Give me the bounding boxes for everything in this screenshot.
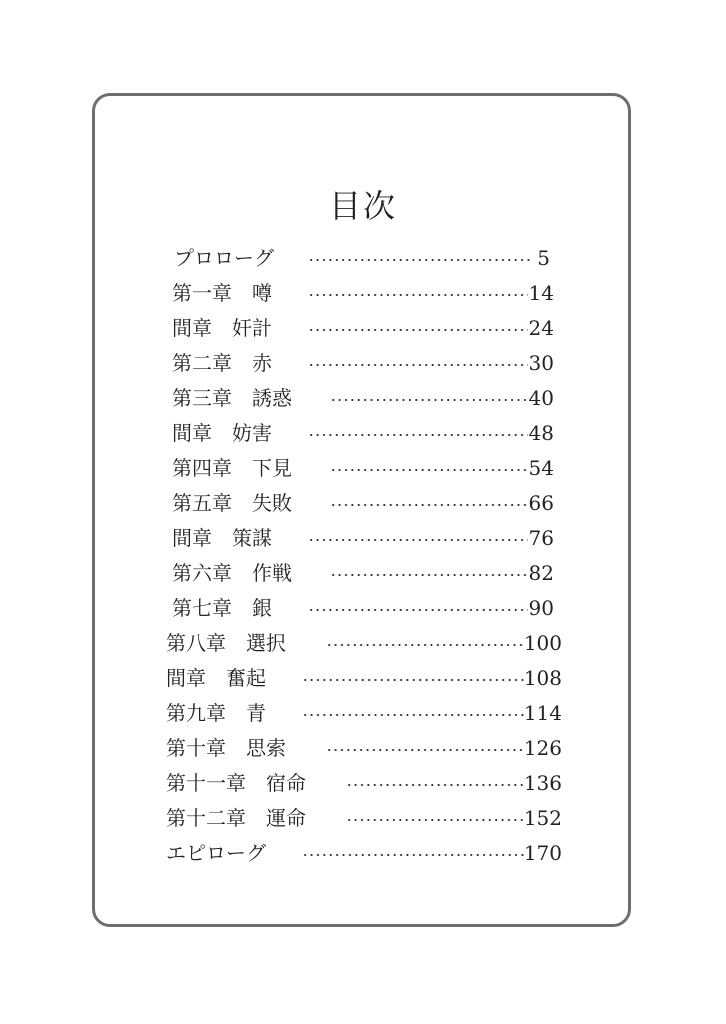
toc-label[interactable]: 第十一章 宿命 [166,771,306,795]
toc-label[interactable]: 第五章 失敗 [172,491,292,515]
toc-leader [346,819,524,821]
toc-leader [346,784,524,786]
toc-page-number[interactable]: 136 [523,771,562,795]
toc-leader [308,609,528,611]
toc-page-number[interactable]: 24 [528,316,554,340]
toc-label[interactable]: 第六章 作戦 [172,561,292,585]
toc-leader [308,434,528,436]
toc-leader [330,504,528,506]
toc-leader [308,364,528,366]
toc-page-number[interactable]: 170 [523,841,562,865]
toc-page-number[interactable]: 100 [523,631,562,655]
toc-label[interactable]: 第三章 誘惑 [172,386,292,410]
toc-label[interactable]: 間章 策謀 [172,526,272,550]
toc-label[interactable]: 第四章 下見 [172,456,292,480]
toc-leader [326,644,524,646]
toc-leader [330,574,528,576]
toc-leader [330,399,528,401]
toc-leader [308,539,528,541]
toc-page-number[interactable]: 126 [523,736,562,760]
toc-page-number[interactable]: 66 [528,491,554,515]
toc-page-number[interactable]: 90 [528,596,554,620]
toc-page-number[interactable]: 54 [528,456,554,480]
toc-leader [308,329,528,331]
toc-leader [308,294,528,296]
toc-leader [302,854,524,856]
toc-page-number[interactable]: 5 [537,246,550,270]
toc-label[interactable]: 第十二章 運命 [166,806,306,830]
toc-page-number[interactable]: 14 [528,281,554,305]
toc-page-number[interactable]: 82 [528,561,554,585]
toc-page-number[interactable]: 152 [523,806,562,830]
toc-page-number[interactable]: 114 [523,701,562,725]
toc-page-number[interactable]: 48 [528,421,554,445]
toc-leader [330,469,528,471]
toc-label[interactable]: 第一章 噂 [172,281,272,305]
toc-leader [302,679,524,681]
toc-label[interactable]: 第九章 青 [166,701,266,725]
toc-leader [326,749,524,751]
toc-label[interactable]: 第八章 選択 [166,631,286,655]
toc-page-number[interactable]: 40 [528,386,554,410]
toc-page-number[interactable]: 76 [528,526,554,550]
toc-leader [302,714,524,716]
toc-leader [308,259,530,261]
toc-label[interactable]: 間章 奸計 [172,316,272,340]
toc-label[interactable]: 間章 奮起 [166,666,266,690]
toc-label[interactable]: エピローグ [166,841,266,865]
toc-label[interactable]: 第二章 赤 [172,351,272,375]
page-title: 目次 [328,187,397,225]
toc-label[interactable]: プロローグ [174,246,274,270]
toc-page-number[interactable]: 30 [528,351,554,375]
toc-page-number[interactable]: 108 [523,666,562,690]
toc-label[interactable]: 第十章 思索 [166,736,286,760]
toc-label[interactable]: 間章 妨害 [172,421,272,445]
toc-label[interactable]: 第七章 銀 [172,596,272,620]
